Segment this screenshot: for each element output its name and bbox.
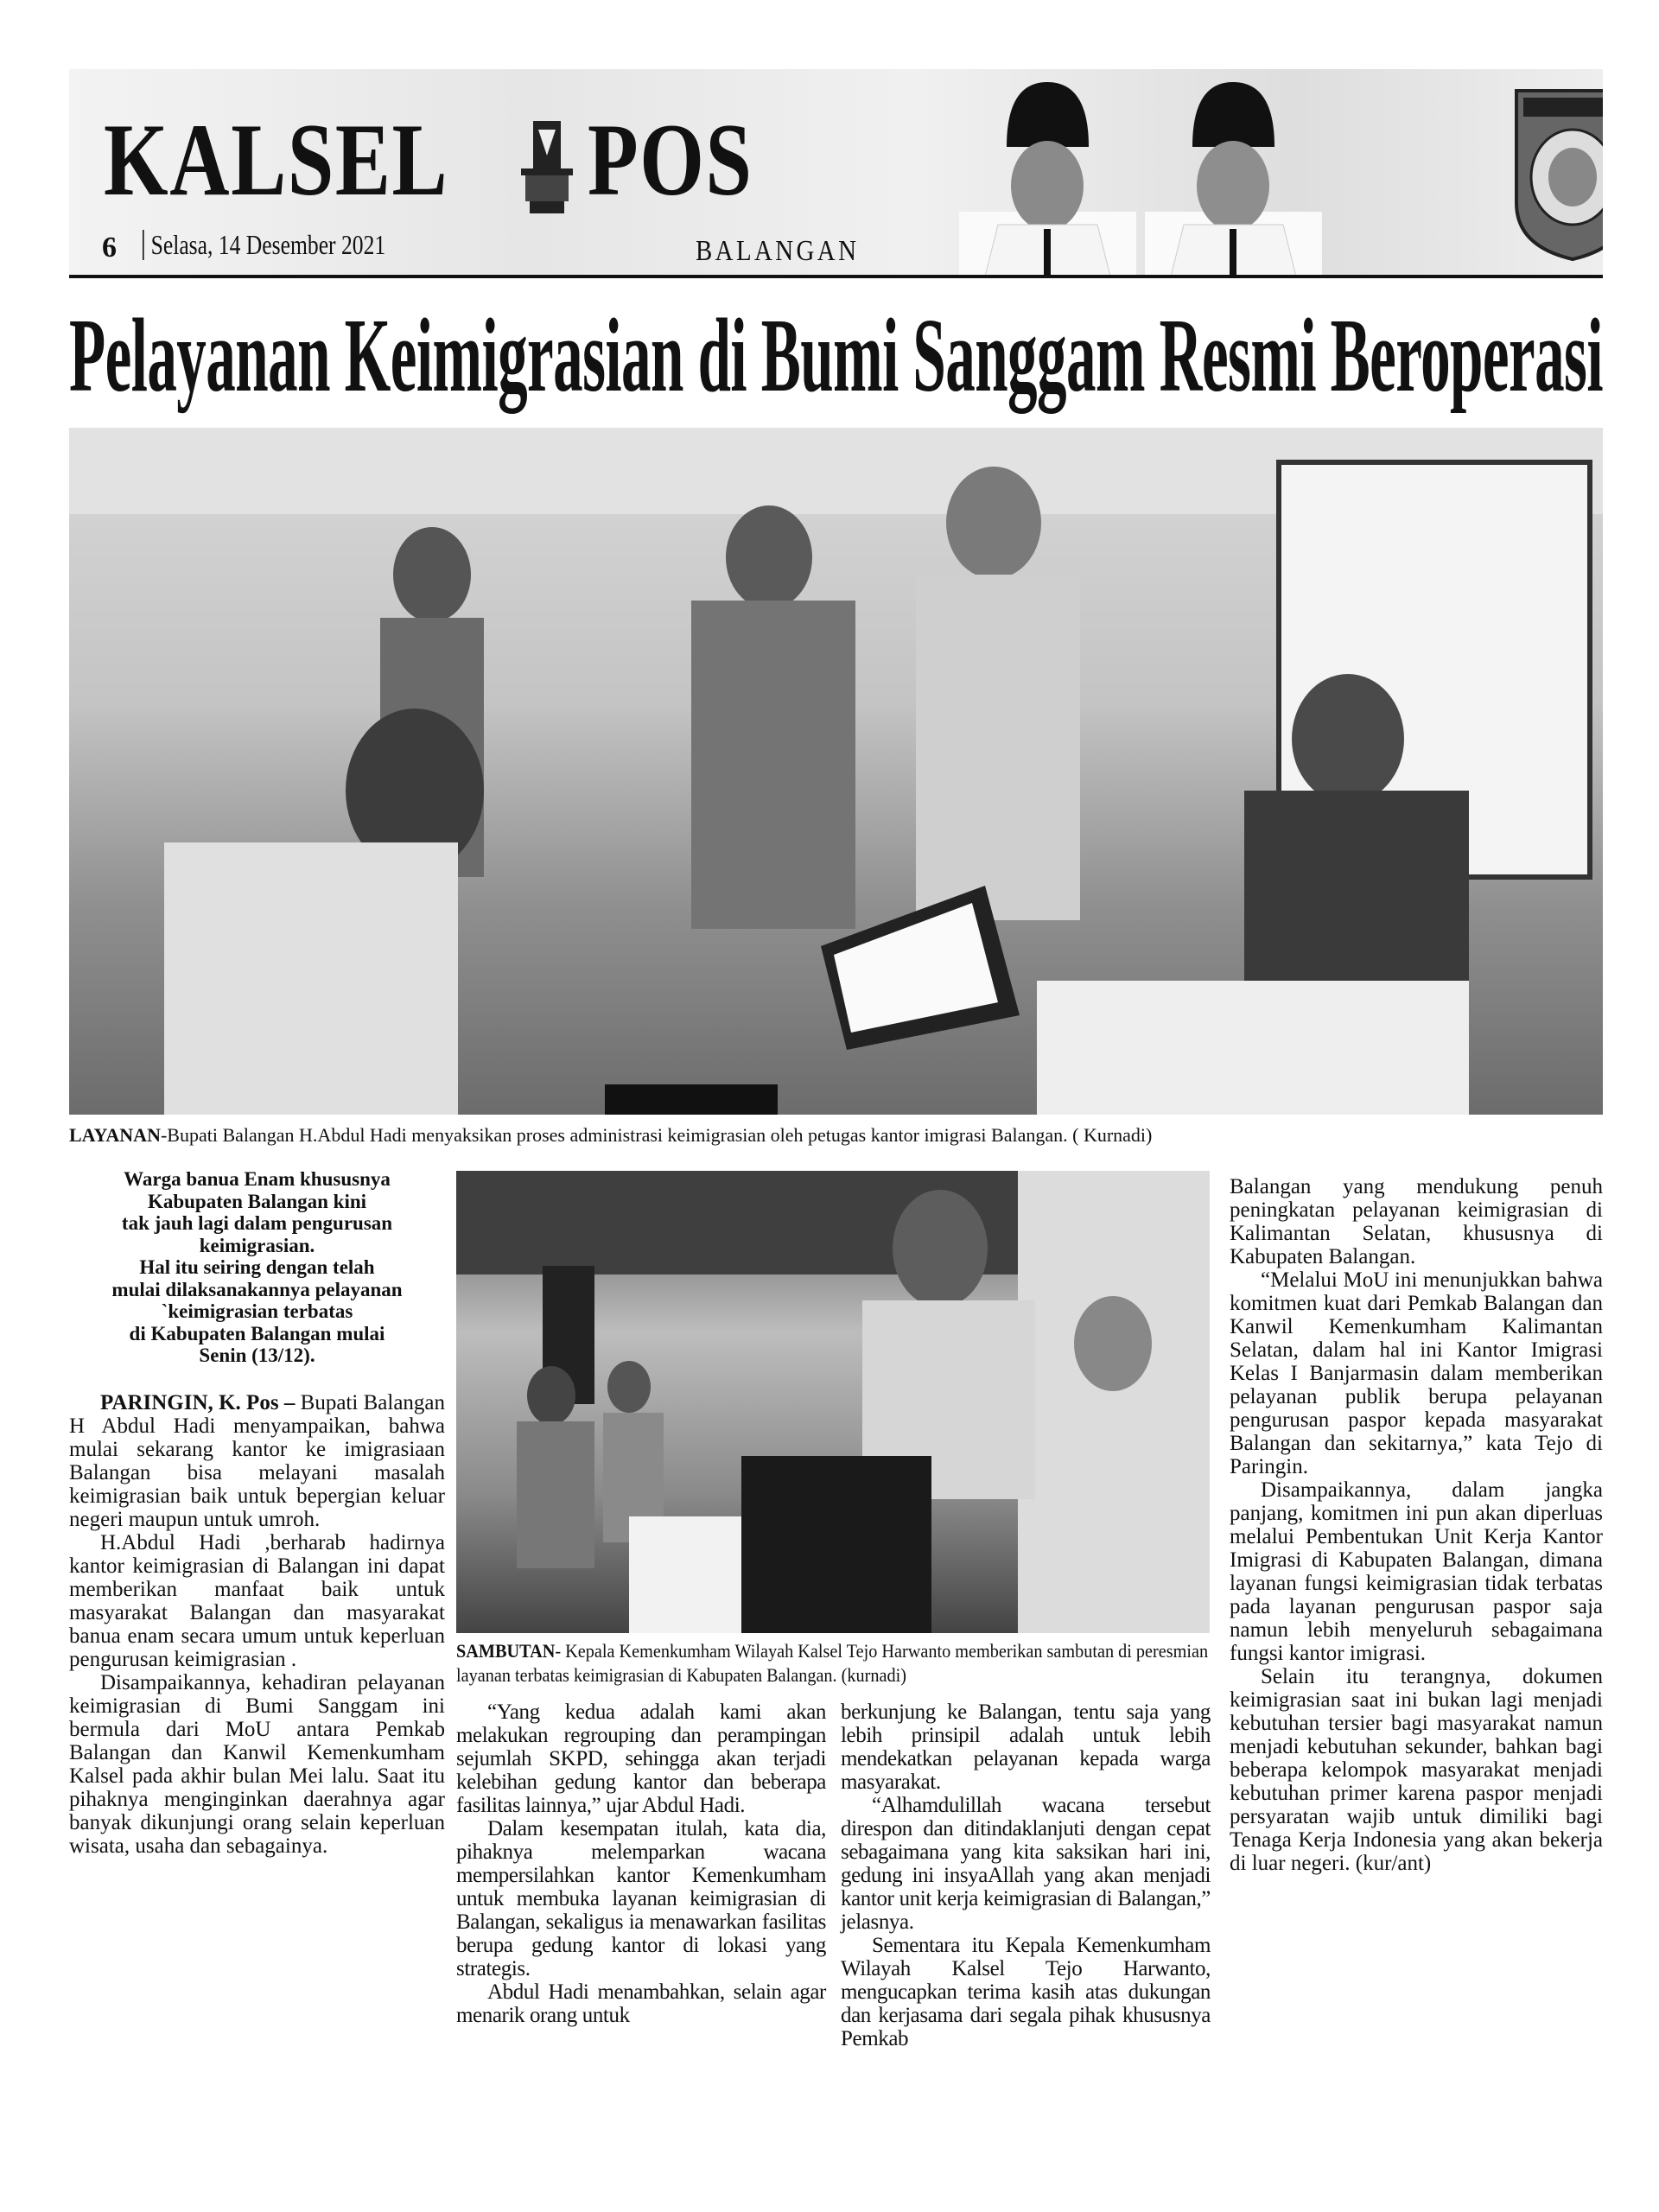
paragraph: Disampaikannya, dalam jangka panjang, komitmen ini pun akan diperluas melalui Pembentukan Unit Kerja Kantor Imigrasi di Kabupaten Balangan, dimana layanan fungsi keimigrasian tidak terbatas pada layanan pengurusan paspor saja namun lebih menyeluruh sebagaimana fungsi kantor imigrasi. bbox=[1230, 1478, 1603, 1665]
article-column-1 bbox=[69, 1391, 445, 1858]
section-name: BALANGAN bbox=[696, 235, 860, 267]
lede-line: Senin (13/12). bbox=[199, 1344, 315, 1366]
logo-pos: POS bbox=[588, 102, 753, 217]
paragraph: Abdul Hadi menambahkan, selain agar menarik orang untuk bbox=[456, 1980, 826, 2027]
caption-label: SAMBUTAN bbox=[456, 1640, 556, 1662]
paragraph: Selain itu terangnya, dokumen keimigrasian saat ini bukan lagi menjadi kebutuhan tersier bagi masyarakat namun menjadi kebutuhan sekunder, bahkan bagi beberapa kelompok masyarakat menjadi kebutuhan primer karena paspor menjadi persyaratan wajib untuk dimiliki bagi Tenaga Kerja Indonesia yang akan bekerja di luar negeri. (kur/ant) bbox=[1230, 1665, 1603, 1875]
page-number: 6 bbox=[102, 232, 117, 264]
lede-line: `keimigrasian terbatas bbox=[161, 1300, 353, 1322]
caption-text: - Kepala Kemenkumham Wilayah Kalsel Tejo Harwanto memberikan sambutan di peresmian layanan terbatas keimigrasian di Kabupaten Balangan. (kurnadi) bbox=[456, 1640, 1209, 1686]
article-column-3 bbox=[841, 1700, 1211, 2050]
article-column-4 bbox=[1230, 1175, 1603, 1875]
paragraph: Balangan yang mendukung penuh peningkatan pelayanan keimigrasian di Kalimantan Selatan, khususnya di Kabupaten Balangan. bbox=[1230, 1175, 1603, 1268]
issue-date: Selasa, 14 Desember 2021 bbox=[143, 230, 385, 260]
main-photo-caption bbox=[69, 1123, 1603, 1147]
regency-crest-icon bbox=[1508, 82, 1603, 264]
paragraph: “Alhamdulillah wacana tersebut direspon dan ditindaklanjuti dengan cepat sebagaimana yang kita saksikan hari ini, gedung ini insyaAllah yang akan menjadi kantor unit kerja keimigrasian di Balangan,” jelasnya. bbox=[841, 1794, 1211, 1934]
masthead bbox=[69, 69, 1603, 276]
lede-line: Kabupaten Balangan kini bbox=[147, 1190, 367, 1212]
headline-text: Pelayanan Keimigrasian di Bumi Sanggam Resmi Beroperasi bbox=[69, 297, 1603, 414]
lede-line: mulai dilaksanakannya pelayanan bbox=[111, 1278, 403, 1300]
paragraph: H.Abdul Hadi ,berharab hadirnya kantor keimigrasian di Balangan ini dapat memberikan manfaat baik untuk masyarakat Balangan dan masyarakat banua enam secara umum untuk keperluan pengurusan keimigrasian . bbox=[69, 1531, 445, 1671]
official-portrait-1 bbox=[959, 82, 1136, 276]
paragraph: Bupati Balangan H Abdul Hadi menyampaikan, bahwa mulai sekarang kantor ke imigrasiaan Balangan bisa melayani masalah keimigrasian baik untuk bepergian keluar negeri maupun untuk umroh. bbox=[69, 1391, 446, 1531]
caption-text: -Bupati Balangan H.Abdul Hadi menyaksikan proses administrasi keimigrasian oleh petugas kantor imigrasi Balangan. ( Kurnadi) bbox=[160, 1124, 1153, 1146]
article-column-2 bbox=[456, 1700, 826, 2027]
main-photo bbox=[69, 428, 1603, 1115]
secondary-photo-caption bbox=[456, 1639, 1210, 1688]
lede-line: Hal itu seiring dengan telah bbox=[139, 1256, 375, 1278]
paragraph: “Yang kedua adalah kami akan melakukan regrouping dan perampingan sejumlah SKPD, sehingga akan terjadi kelebihan gedung kantor dan beberapa fasilitas lainnya,” ujar Abdul Hadi. bbox=[456, 1700, 826, 1817]
lede-line: Warga banua Enam khususnya bbox=[124, 1168, 391, 1190]
lede-line: keimigrasian. bbox=[199, 1234, 315, 1256]
paragraph: “Melalui MoU ini menunjukkan bahwa komitmen kuat dari Pemkab Balangan dan Kanwil Kemenkumham Kalimantan Selatan, dalam hal ini Kantor Imigrasi Kelas I Banjarmasin dalam memberikan pelayanan publik berupa pelayanan pengurusan paspor kepada masyarakat Balangan dan sekitarnya,” kata Tejo di Paringin. bbox=[1230, 1268, 1603, 1478]
secondary-photo bbox=[456, 1171, 1210, 1633]
page-title bbox=[69, 298, 1603, 419]
newspaper-emblem-icon bbox=[521, 121, 573, 216]
lede-line: di Kabupaten Balangan mulai bbox=[129, 1322, 385, 1344]
paragraph: Sementara itu Kepala Kemenkumham Wilayah Kalsel Tejo Harwanto, mengucapkan terima kasih atas dukungan dan kerjasama dari segala pihak khususnya Pemkab bbox=[841, 1934, 1211, 2050]
article-lede bbox=[69, 1168, 445, 1367]
masthead-divider bbox=[69, 275, 1603, 278]
paragraph: berkunjung ke Balangan, tentu saja yang lebih prinsipil adalah untuk lebih mendekatkan pelayanan kepada warga masyarakat. bbox=[841, 1700, 1211, 1794]
logo-kalsel: KALSEL bbox=[104, 102, 449, 217]
official-portrait-2 bbox=[1145, 82, 1322, 276]
dateline: PARINGIN, K. Pos – bbox=[100, 1391, 296, 1414]
caption-label: LAYANAN bbox=[69, 1124, 161, 1146]
lede-line: tak jauh lagi dalam pengurusan bbox=[121, 1212, 393, 1234]
paragraph: Disampaikannya, kehadiran pelayanan keimigrasian di Bumi Sanggam ini bermula dari MoU antara Pemkab Balangan dan Kanwil Kemenkumham Kalsel pada akhir bulan Mei lalu. Saat itu pihaknya menginginkan daerahnya agar banyak dikunjungi orang selain keperluan wisata, usaha dan sebagainya. bbox=[69, 1671, 445, 1858]
paragraph: Dalam kesempatan itulah, kata dia, pihaknya melemparkan wacana mempersilahkan kantor Kemenkumham untuk membuka layanan keimigrasian di Balangan, sekaligus ia menawarkan fasilitas berupa gedung kantor di lokasi yang strategis. bbox=[456, 1817, 826, 1980]
